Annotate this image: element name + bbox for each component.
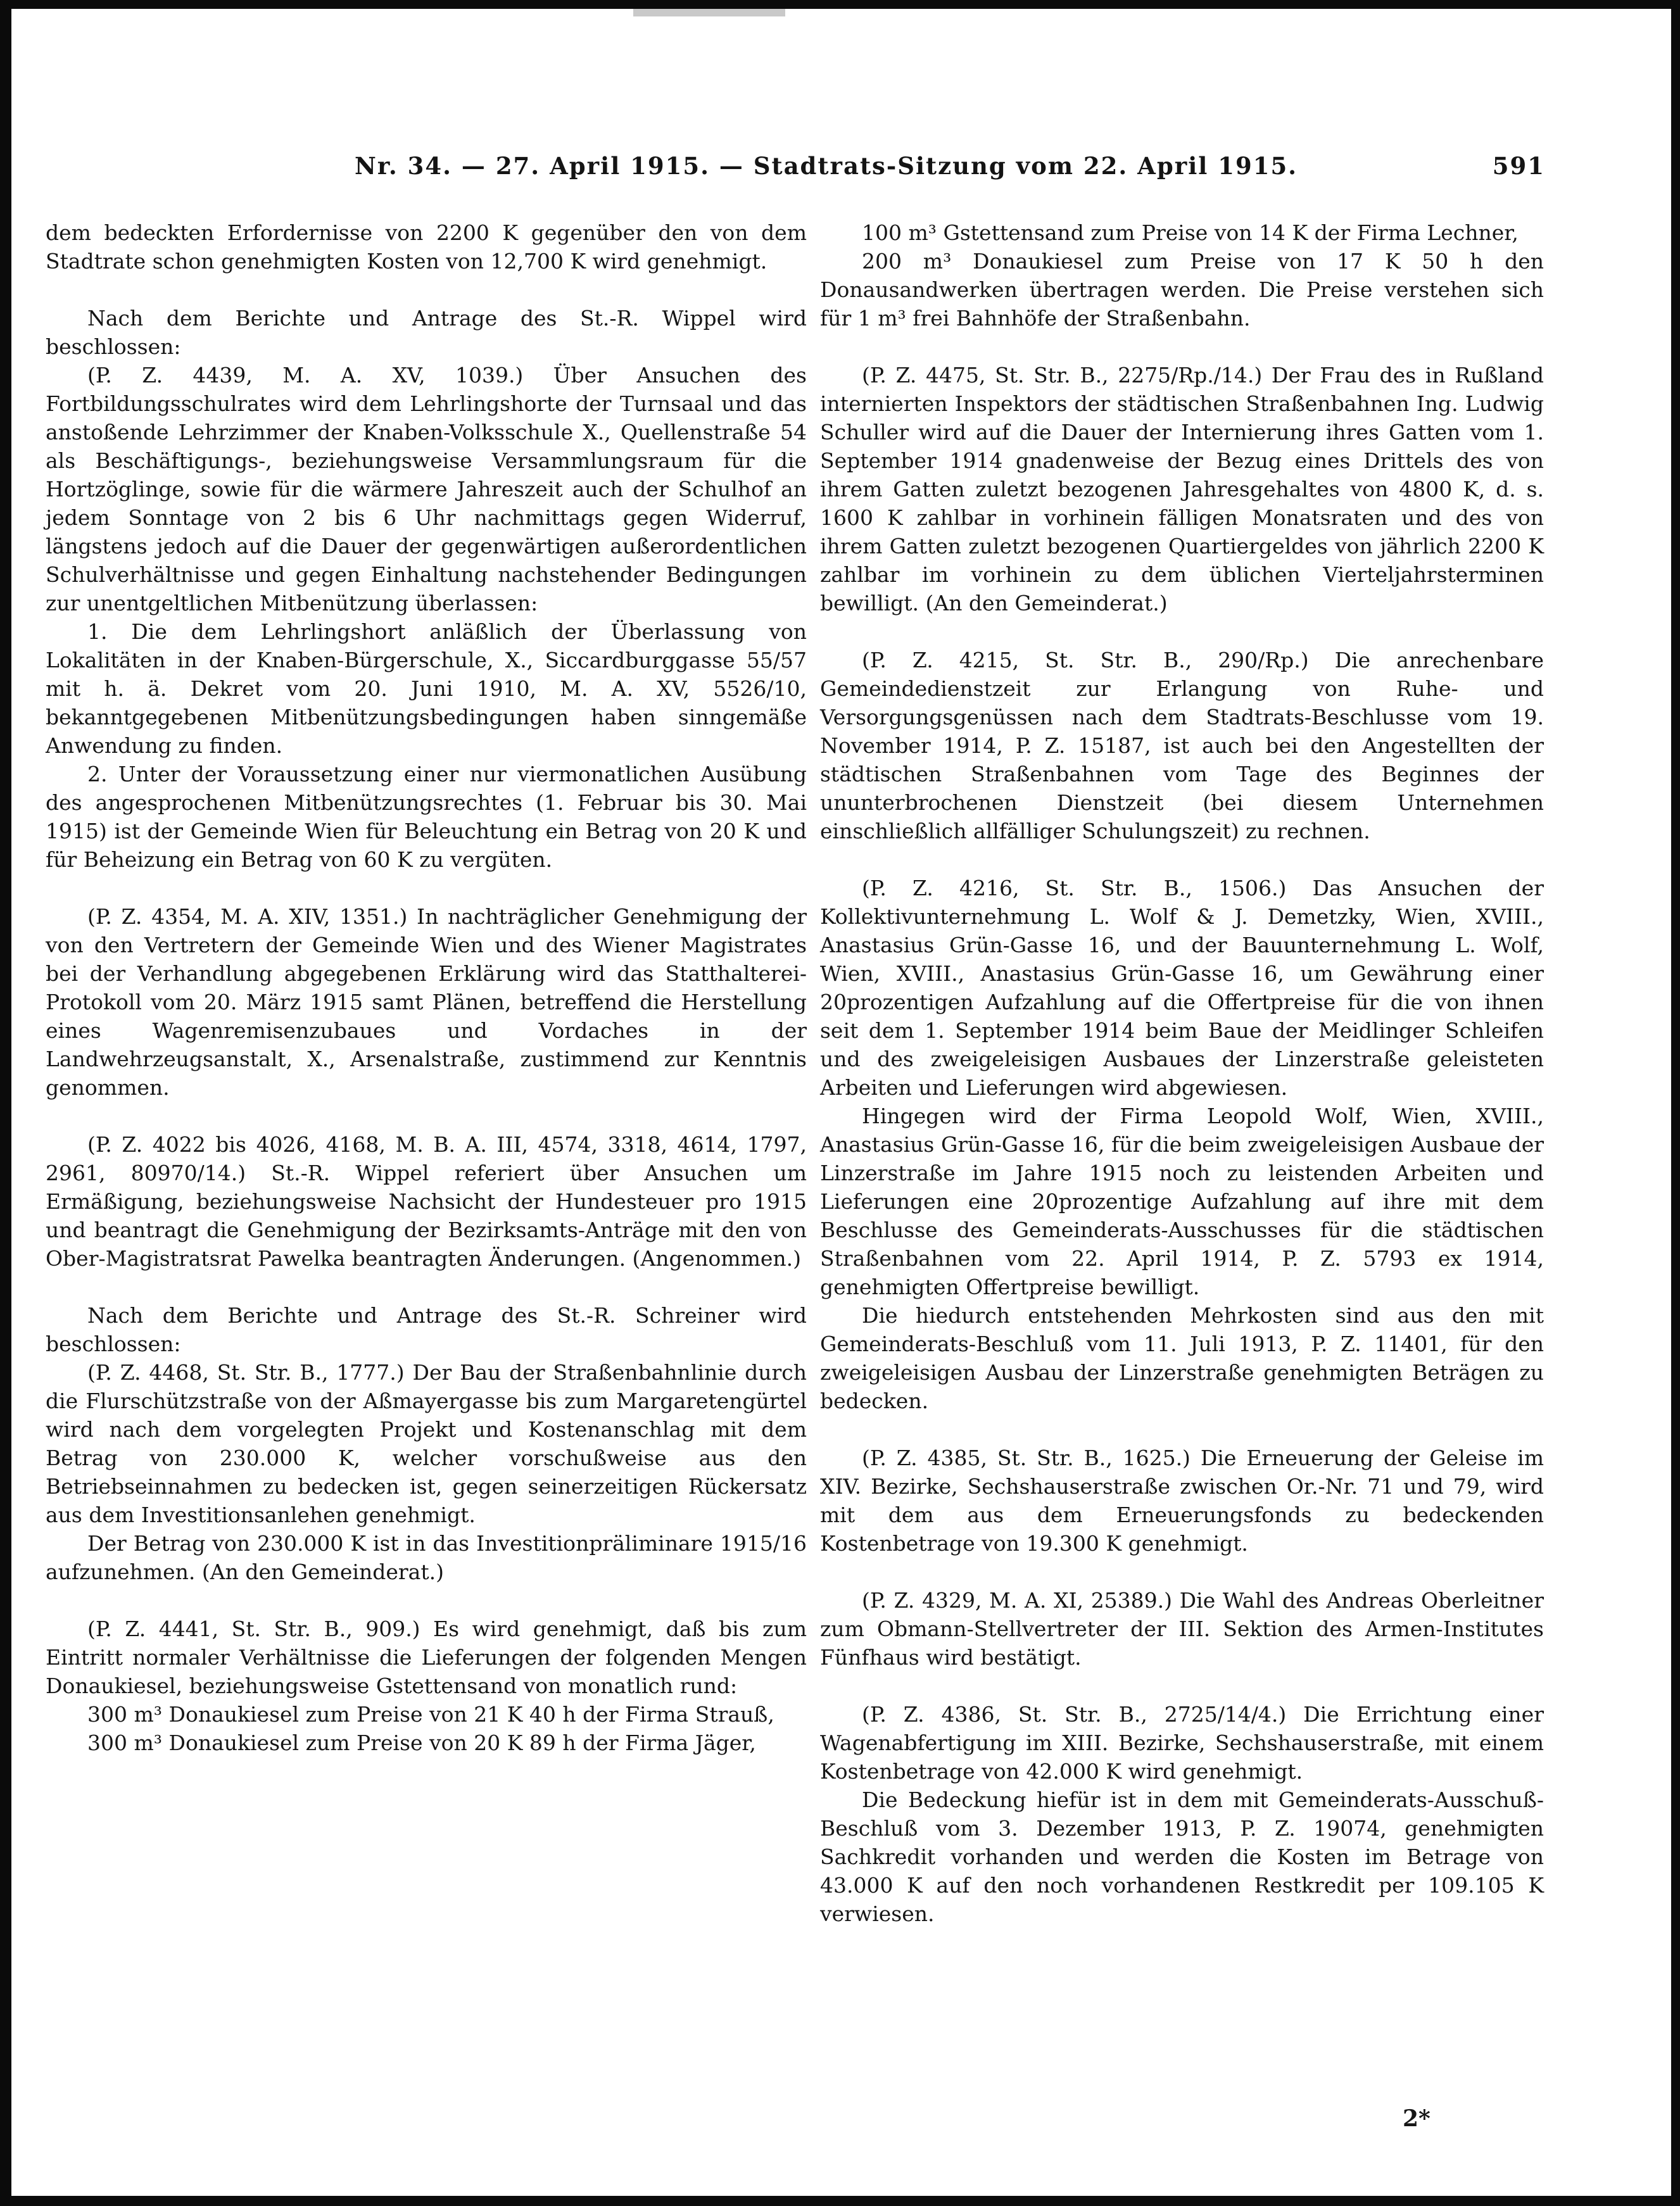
paragraph: (P. Z. 4386, St. Str. B., 2725/14/4.) Die Errichtung einer Wagenabfertigung im XIII. Bezirke, Sechshauserstraße, mit einem Kostenbetrage von 42.000 K wird genehmigt. — [820, 1702, 1544, 1784]
paragraph: 2. Unter der Voraussetzung einer nur viermonatlichen Ausübung des angesprochenen Mitbenützungsrechtes (1. Februar bis 30. Mai 1915) ist der Gemeinde Wien für Beleuchtung ein Betrag von 20 K und für Beheizung ein Betrag von 60 K zu vergüten. — [46, 762, 807, 872]
paragraph: (P. Z. 4385, St. Str. B., 1625.) Die Erneuerung der Geleise im XIV. Bezirke, Sechshauserstraße zwischen Or.-Nr. 71 und 79, wird mit dem aus dem Erneuerungsfonds zu bedeckenden Kostenbetrage von 19.300 K genehmigt. — [820, 1446, 1544, 1556]
right-column — [820, 218, 1544, 1928]
scan-border-right — [1671, 0, 1680, 2206]
paragraph: 1. Die dem Lehrlingshort anläßlich der Überlassung von Lokalitäten in der Knaben-Bürgerschule, X., Siccardburggasse 55/57 mit h. ä. Dekret vom 20. Juni 1910, M. A. XV, 5526/10, bekanntgegebenen Mitbenützungsbedingungen haben sinngemäße Anwendung zu finden. — [46, 619, 807, 758]
left-column — [46, 218, 807, 1757]
paragraph: 300 m³ Donaukiesel zum Preise von 21 K 40 h der Firma Strauß, — [87, 1702, 774, 1727]
paragraph: Die Bedeckung hiefür ist in dem mit Gemeinderats-Ausschuß-Beschluß vom 3. Dezember 1913, P. Z. 19074, genehmigten Sachkredit vorhanden und werden die Kosten im Betrage von 43.000 K auf den noch vorhandenen Restkredit per 109.105 K verwiesen. — [820, 1787, 1544, 1926]
paragraph: Nach dem Berichte und Antrage des St.-R. Wippel wird beschlossen: — [46, 306, 807, 359]
paragraph: (P. Z. 4468, St. Str. B., 1777.) Der Bau der Straßenbahnlinie durch die Flurschützstraße von der Aßmayergasse bis zum Margaretengürtel wird nach dem vorgelegten Projekt und Kostenanschlag mit dem Betrag von 230.000 K, welcher vorschußweise aus den Betriebseinnahmen zu bedecken ist, gegen seinerzeitigen Rückersatz aus dem Investitionsanlehen genehmigt. — [46, 1360, 807, 1527]
header-title: Nr. 34. — 27. April 1915. — Stadtrats-Sitzung vom 22. April 1915. — [355, 152, 1298, 180]
scan-border-top — [0, 0, 1680, 9]
paragraph: Die hiedurch entstehenden Mehrkosten sind aus den mit Gemeinderats-Beschluß vom 11. Juli 1913, P. Z. 11401, für den zweigeleisigen Ausbau der Linzerstraße genehmigten Beträgen zu bedecken. — [820, 1303, 1544, 1413]
paragraph: 300 m³ Donaukiesel zum Preise von 20 K 89 h der Firma Jäger, — [87, 1730, 756, 1755]
scan-border-bottom — [0, 2196, 1680, 2206]
running-header — [355, 152, 1545, 196]
paragraph: 100 m³ Gstettensand zum Preise von 14 K der Firma Lechner, — [862, 220, 1519, 245]
paragraph: (P. Z. 4441, St. Str. B., 909.) Es wird genehmigt, daß bis zum Eintritt normaler Verhältnisse die Lieferungen der folgenden Mengen Donaukiesel, beziehungsweise Gstettensand von monatlich rund: — [46, 1617, 807, 1698]
scan-smudge — [633, 9, 785, 16]
page-number: 591 — [1492, 152, 1545, 180]
paragraph: Hingegen wird der Firma Leopold Wolf, Wien, XVIII., Anastasius Grün-Gasse 16, für die beim zweigeleisigen Ausbaue der Linzerstraße im Jahre 1915 noch zu leistenden Arbeiten und Lieferungen eine 20prozentige Aufzahlung auf ihre mit dem Beschlusse des Gemeinderats-Ausschusses für die städtischen Straßenbahnen vom 22. April 1914, P. Z. 5793 ex 1914, genehmigten Offertpreise bewilligt. — [820, 1104, 1544, 1299]
paragraph: 200 m³ Donaukiesel zum Preise von 17 K 50 h den Donausandwerken übertragen werden. Die Preise verstehen sich für 1 m³ frei Bahnhöfe der Straßenbahn. — [820, 249, 1544, 331]
signature-mark: 2* — [1403, 2105, 1431, 2132]
paragraph: Nach dem Berichte und Antrage des St.-R. Schreiner wird beschlossen: — [46, 1303, 807, 1356]
paragraph: (P. Z. 4215, St. Str. B., 290/Rp.) Die anrechenbare Gemeindedienstzeit zur Erlangung von Ruhe- und Versorgungsgenüssen nach dem Stadtrats-Beschlusse vom 19. November 1914, P. Z. 15187, ist auch bei den Angestellten der städtischen Straßenbahnen vom Tage des Beginnes der ununterbrochenen Dienstzeit (bei diesem Unternehmen einschließlich allfälliger Schulungszeit) zu rechnen. — [820, 648, 1544, 843]
paragraph: (P. Z. 4022 bis 4026, 4168, M. B. A. III, 4574, 3318, 4614, 1797, 2961, 80970/14.) St.-R. Wippel referiert über Ansuchen um Ermäßigung, beziehungsweise Nachsicht der Hundesteuer pro 1915 und beantragt die Genehmigung der Bezirksamts-Anträge mit den von Ober-Magistratsrat Pawelka beantragten Änderungen. (Angenommen.) — [46, 1132, 807, 1271]
paragraph: (P. Z. 4354, M. A. XIV, 1351.) In nachträglicher Genehmigung der von den Vertretern der Gemeinde Wien und des Wiener Magistrates bei der Verhandlung abgegebenen Erklärung wird das Statthalterei-Protokoll vom 20. März 1915 samt Plänen, betreffend die Herstellung eines Wagenremisenzubaues und Vordaches in der Landwehrzeugsanstalt, X., Arsenalstraße, zustimmend zur Kenntnis genommen. — [46, 904, 807, 1100]
scan-border-left — [0, 0, 11, 2206]
paragraph: (P. Z. 4329, M. A. XI, 25389.) Die Wahl des Andreas Oberleitner zum Obmann-Stellvertreter der III. Sektion des Armen-Institutes Fünfhaus wird bestätigt. — [820, 1588, 1544, 1670]
paragraph: Der Betrag von 230.000 K ist in das Investitionpräliminare 1915/16 aufzunehmen. (An den Gemeinderat.) — [46, 1531, 807, 1584]
paragraph: (P. Z. 4216, St. Str. B., 1506.) Das Ansuchen der Kollektivunternehmung L. Wolf & J. Demetzky, Wien, XVIII., Anastasius Grün-Gasse 16, und der Bauunternehmung L. Wolf, Wien, XVIII., Anastasius Grün-Gasse 16, um Gewährung einer 20prozentigen Aufzahlung auf die Offertpreise für die von ihnen seit dem 1. September 1914 beim Baue der Meidlinger Schleifen und des zweigeleisigen Ausbaues der Linzerstraße geleisteten Arbeiten und Lieferungen wird abgewiesen. — [820, 876, 1544, 1100]
paragraph: (P. Z. 4439, M. A. XV, 1039.) Über Ansuchen des Fortbildungsschulrates wird dem Lehrlingshorte der Turnsaal und das anstoßende Lehrzimmer der Knaben-Volksschule X., Quellenstraße 54 als Beschäftigungs-, beziehungsweise Versammlungsraum für die Hortzöglinge, sowie für die wärmere Jahreszeit auch der Schulhof an jedem Sonntage von 2 bis 6 Uhr nachmittags gegen Widerruf, längstens jedoch auf die Dauer der gegenwärtigen außerordentlichen Schulverhältnisse und gegen Einhaltung nachstehender Bedingungen zur unentgeltlichen Mitbenützung überlassen: — [46, 363, 807, 615]
paragraph: (P. Z. 4475, St. Str. B., 2275/Rp./14.) Der Frau des in Rußland internierten Inspektors der städtischen Straßenbahnen Ing. Ludwig Schuller wird auf die Dauer der Internierung ihres Gatten vom 1. September 1914 gnadenweise der Bezug eines Drittels des von ihrem Gatten zuletzt bezogenen Jahresgehaltes von 4800 K, d. s. 1600 K zahlbar in vorhinein fälligen Monatsraten und des von ihrem Gatten zuletzt bezogenen Quartiergeldes von jährlich 2200 K zahlbar im vorhinein zu dem üblichen Vierteljahrsterminen bewilligt. (An den Gemeinderat.) — [820, 363, 1544, 615]
paragraph: dem bedeckten Erfordernisse von 2200 K gegenüber den von dem Stadtrate schon genehmigten Kosten von 12,700 K wird genehmigt. — [46, 220, 807, 274]
